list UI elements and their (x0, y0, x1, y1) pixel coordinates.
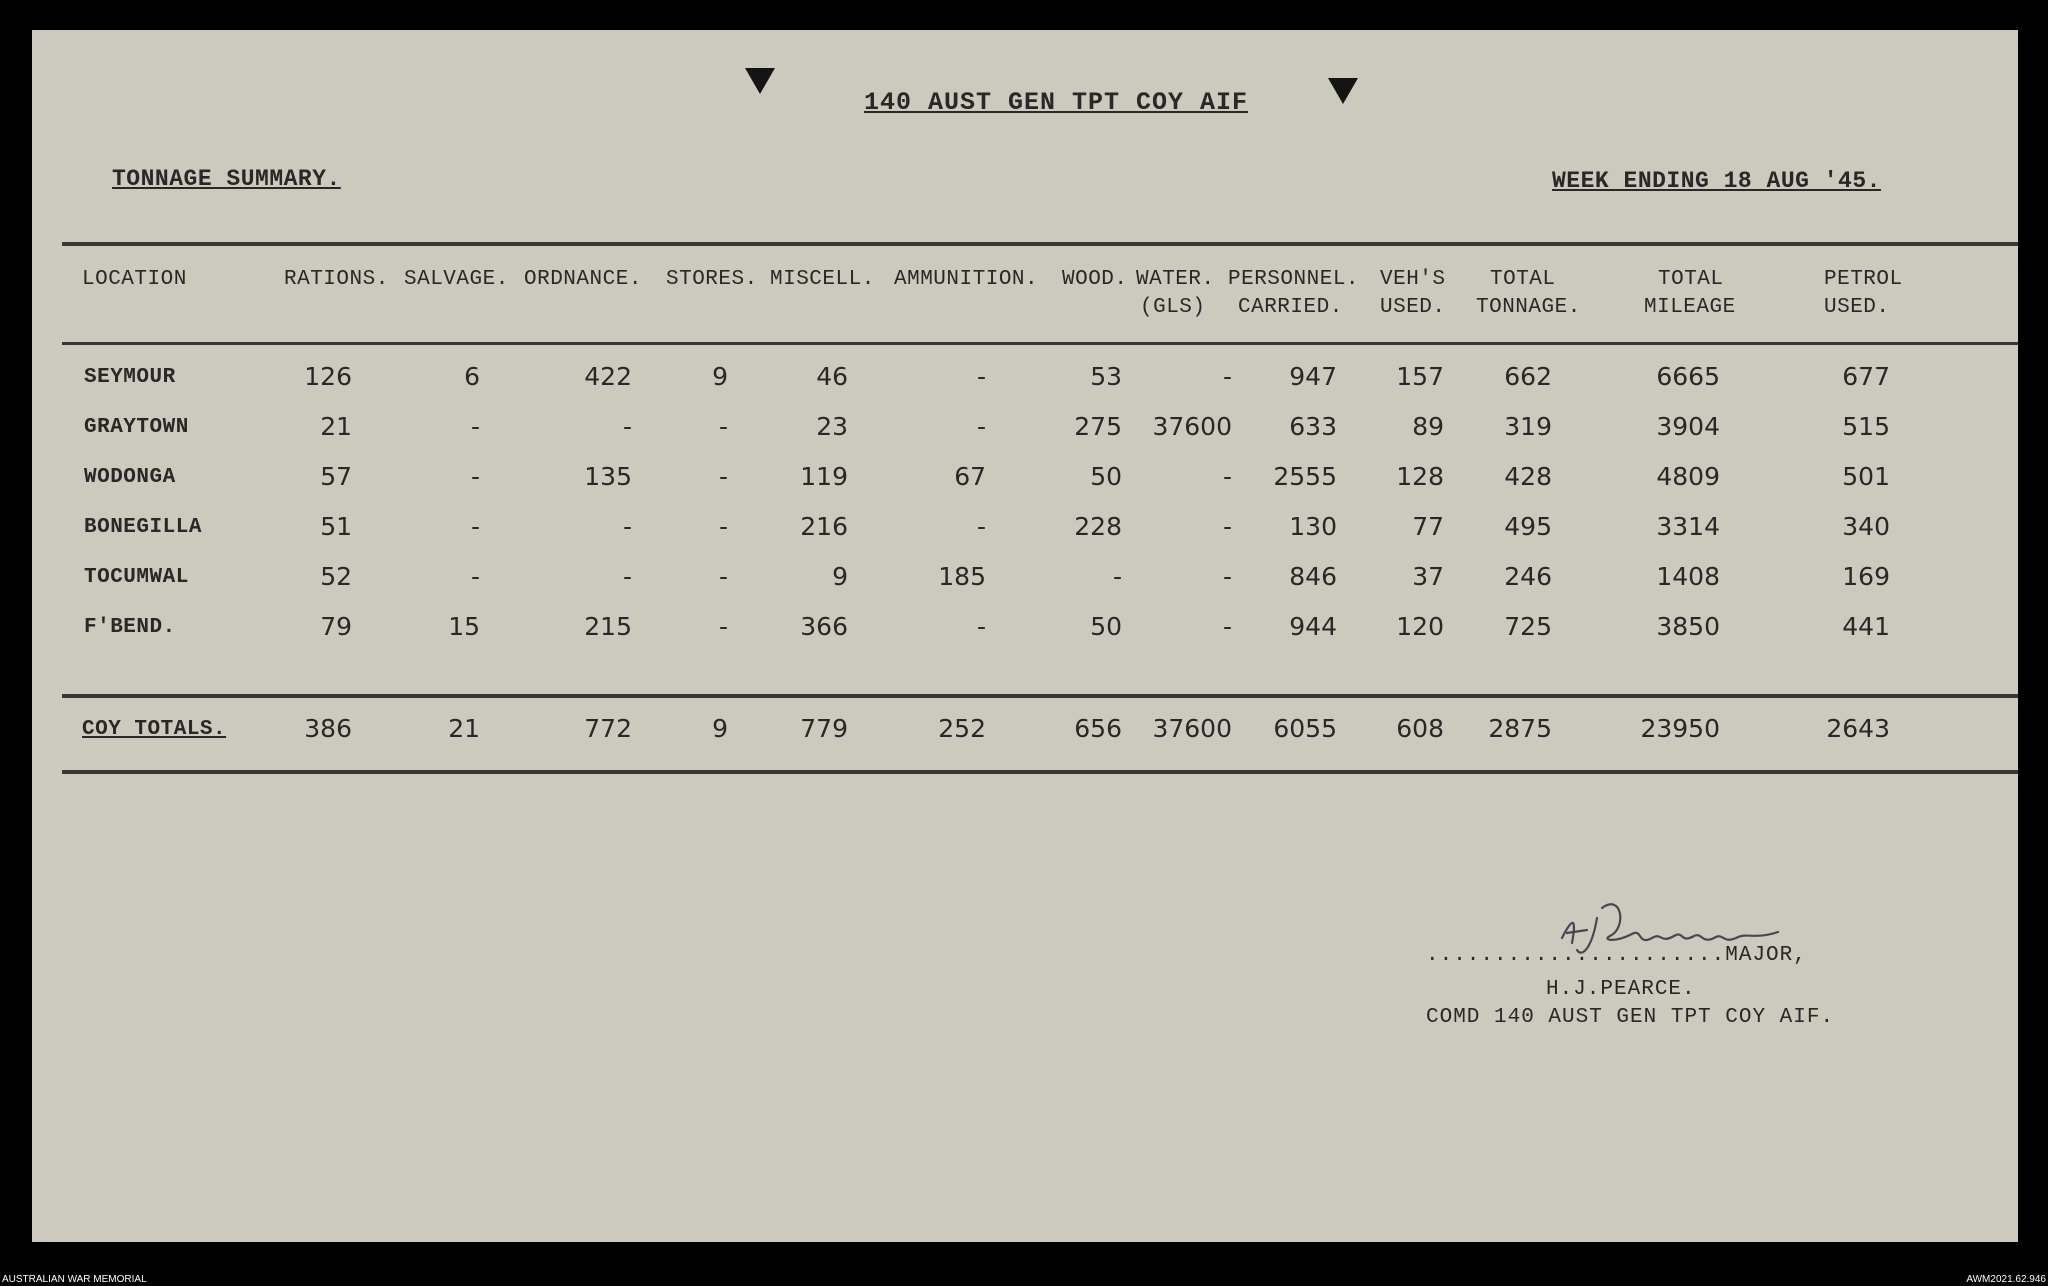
table-cell-ordnance: 135 (584, 462, 632, 491)
row-location: GRAYTOWN (84, 416, 189, 439)
table-cell-salvage: - (470, 512, 480, 541)
table-cell-personnel: 944 (1289, 612, 1337, 641)
table-cell-tonnage: 428 (1504, 462, 1552, 491)
totals-cell-wood: 656 (1074, 714, 1122, 743)
table-cell-personnel: 633 (1289, 412, 1337, 441)
column-header-text: (GLS) (1140, 296, 1206, 319)
column-header-text: WATER. (1136, 268, 1215, 291)
table-cell-vehs: 120 (1396, 612, 1444, 641)
column-header-ammunition (894, 266, 1038, 294)
totals-cell-ammunition: 252 (938, 714, 986, 743)
totals-cell-tonnage: 2875 (1488, 714, 1552, 743)
table-cell-tonnage: 246 (1504, 562, 1552, 591)
table-cell-ammunition: 185 (938, 562, 986, 591)
table-cell-wood: 275 (1074, 412, 1122, 441)
table-cell-tonnage: 725 (1504, 612, 1552, 641)
table-cell-tonnage: 495 (1504, 512, 1552, 541)
table-cell-water: - (1222, 362, 1232, 391)
column-header-ordnance (524, 266, 642, 294)
table-cell-ammunition: - (976, 612, 986, 641)
table-bottom-rule (62, 770, 2018, 774)
table-cell-stores: - (718, 412, 728, 441)
column-header-text: MILEAGE (1644, 296, 1736, 319)
column-header-text: TOTAL (1658, 268, 1724, 291)
table-cell-stores: - (718, 512, 728, 541)
table-cell-mileage: 3904 (1656, 412, 1720, 441)
signatory-appointment: COMD 140 AUST GEN TPT COY AIF. (1426, 1006, 1835, 1029)
table-cell-water: - (1222, 462, 1232, 491)
totals-cell-rations: 386 (304, 714, 352, 743)
table-cell-salvage: - (470, 462, 480, 491)
totals-cell-miscell: 779 (800, 714, 848, 743)
signature-line: ......................MAJOR, (1426, 944, 1807, 967)
table-cell-vehs: 128 (1396, 462, 1444, 491)
row-location: TOCUMWAL (84, 566, 189, 589)
table-cell-wood: 53 (1090, 362, 1122, 391)
table-cell-wood: - (1112, 562, 1122, 591)
table-cell-personnel: 130 (1289, 512, 1337, 541)
table-cell-ordnance: 422 (584, 362, 632, 391)
punch-hole-mark (1328, 78, 1358, 104)
table-cell-petrol: 169 (1842, 562, 1890, 591)
table-cell-petrol: 677 (1842, 362, 1890, 391)
table-cell-mileage: 1408 (1656, 562, 1720, 591)
totals-top-rule (62, 694, 2018, 698)
table-cell-petrol: 340 (1842, 512, 1890, 541)
column-header-personnel (1228, 266, 1359, 322)
column-header-mileage (1644, 266, 1736, 322)
column-header-vehs (1380, 266, 1446, 322)
column-header-text: STORES. (666, 268, 758, 291)
row-location: SEYMOUR (84, 366, 176, 389)
table-cell-rations: 51 (320, 512, 352, 541)
table-cell-ammunition: - (976, 512, 986, 541)
table-cell-rations: 126 (304, 362, 352, 391)
table-cell-water: - (1222, 512, 1232, 541)
table-cell-vehs: 77 (1412, 512, 1444, 541)
totals-cell-ordnance: 772 (584, 714, 632, 743)
table-cell-vehs: 157 (1396, 362, 1444, 391)
table-cell-petrol: 515 (1842, 412, 1890, 441)
table-cell-miscell: 366 (800, 612, 848, 641)
table-cell-mileage: 3314 (1656, 512, 1720, 541)
table-cell-water: - (1222, 612, 1232, 641)
column-header-text: VEH'S (1380, 268, 1446, 291)
column-header-wood (1062, 266, 1128, 294)
table-cell-ammunition: - (976, 412, 986, 441)
table-cell-tonnage: 662 (1504, 362, 1552, 391)
column-header-text: LOCATION (82, 268, 187, 291)
punch-hole-mark (745, 68, 775, 94)
column-header-text: RATIONS. (284, 268, 389, 291)
table-cell-vehs: 89 (1412, 412, 1444, 441)
column-header-text: WOOD. (1062, 268, 1128, 291)
document-title: TONNAGE SUMMARY. (112, 166, 341, 192)
column-header-miscell (770, 266, 875, 294)
table-cell-personnel: 846 (1289, 562, 1337, 591)
column-header-text: PETROL (1824, 268, 1903, 291)
table-cell-miscell: 9 (832, 562, 848, 591)
signatory-name: H.J.PEARCE. (1546, 978, 1696, 1001)
column-header-rations (284, 266, 389, 294)
table-cell-wood: 50 (1090, 462, 1122, 491)
header-divider-rule (62, 342, 2018, 345)
table-cell-rations: 79 (320, 612, 352, 641)
document-page (32, 30, 2018, 1242)
week-ending: WEEK ENDING 18 AUG '45. (1552, 168, 1881, 194)
table-top-rule (62, 242, 2018, 246)
totals-cell-salvage: 21 (448, 714, 480, 743)
totals-cell-petrol: 2643 (1826, 714, 1890, 743)
row-location: F'BEND. (84, 616, 176, 639)
column-header-text: PERSONNEL. (1228, 268, 1360, 291)
table-cell-personnel: 947 (1289, 362, 1337, 391)
archive-credit: AUSTRALIAN WAR MEMORIAL (2, 1274, 147, 1285)
column-header-text: USED. (1380, 296, 1446, 319)
table-cell-ordnance: - (622, 512, 632, 541)
table-cell-ordnance: 215 (584, 612, 632, 641)
totals-cell-stores: 9 (712, 714, 728, 743)
column-header-petrol (1824, 266, 1903, 322)
table-cell-miscell: 216 (800, 512, 848, 541)
table-cell-wood: 50 (1090, 612, 1122, 641)
table-cell-miscell: 46 (816, 362, 848, 391)
column-header-text: TONNAGE. (1476, 296, 1581, 319)
column-header-water (1136, 266, 1215, 322)
table-cell-miscell: 23 (816, 412, 848, 441)
column-header-location (82, 266, 187, 294)
column-header-stores (666, 266, 758, 294)
table-cell-salvage: 15 (448, 612, 480, 641)
totals-cell-personnel: 6055 (1273, 714, 1337, 743)
table-cell-stores: - (718, 462, 728, 491)
table-cell-water: 37600 (1152, 412, 1232, 441)
table-cell-rations: 52 (320, 562, 352, 591)
column-header-text: AMMUNITION. (894, 268, 1039, 291)
column-header-text: SALVAGE. (404, 268, 509, 291)
table-cell-mileage: 3850 (1656, 612, 1720, 641)
table-cell-rations: 21 (320, 412, 352, 441)
totals-cell-vehs: 608 (1396, 714, 1444, 743)
table-cell-miscell: 119 (800, 462, 848, 491)
table-cell-personnel: 2555 (1273, 462, 1337, 491)
table-cell-stores: - (718, 612, 728, 641)
table-cell-salvage: 6 (464, 362, 480, 391)
table-cell-mileage: 6665 (1656, 362, 1720, 391)
table-cell-petrol: 501 (1842, 462, 1890, 491)
table-cell-water: - (1222, 562, 1232, 591)
table-cell-mileage: 4809 (1656, 462, 1720, 491)
column-header-tonnage (1476, 266, 1581, 322)
table-cell-salvage: - (470, 562, 480, 591)
table-cell-vehs: 37 (1412, 562, 1444, 591)
column-header-text: USED. (1824, 296, 1890, 319)
table-cell-ammunition: - (976, 362, 986, 391)
column-header-text: TOTAL (1490, 268, 1556, 291)
table-cell-rations: 57 (320, 462, 352, 491)
totals-cell-water: 37600 (1152, 714, 1232, 743)
column-header-salvage (404, 266, 509, 294)
row-location: WODONGA (84, 466, 176, 489)
table-cell-stores: 9 (712, 362, 728, 391)
totals-label: COY TOTALS. (82, 718, 227, 741)
table-cell-ordnance: - (622, 412, 632, 441)
column-header-text: CARRIED. (1238, 296, 1343, 319)
table-cell-ammunition: 67 (954, 462, 986, 491)
table-cell-stores: - (718, 562, 728, 591)
column-header-text: MISCELL. (770, 268, 875, 291)
archive-reference: AWM2021.62.946 (1966, 1274, 2046, 1285)
table-cell-ordnance: - (622, 562, 632, 591)
table-cell-wood: 228 (1074, 512, 1122, 541)
table-cell-salvage: - (470, 412, 480, 441)
column-header-text: ORDNANCE. (524, 268, 642, 291)
table-cell-tonnage: 319 (1504, 412, 1552, 441)
row-location: BONEGILLA (84, 516, 202, 539)
totals-cell-mileage: 23950 (1640, 714, 1720, 743)
table-cell-petrol: 441 (1842, 612, 1890, 641)
unit-title: 140 AUST GEN TPT COY AIF (864, 88, 1249, 117)
